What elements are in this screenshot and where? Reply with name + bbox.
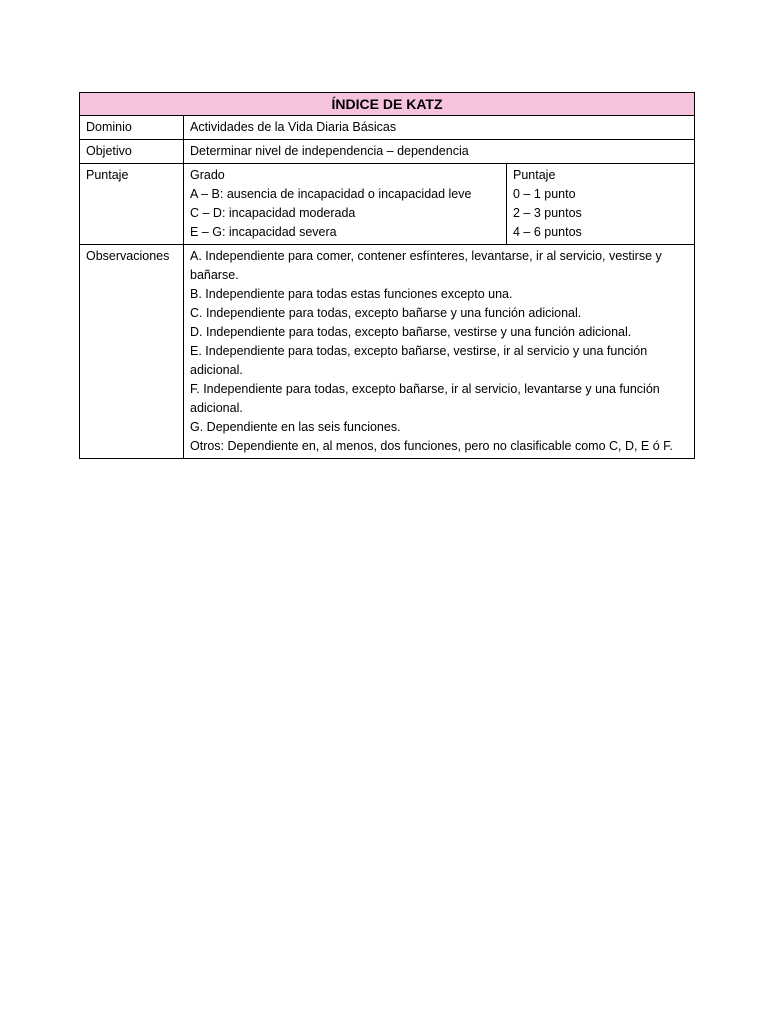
grado-header: Grado [190,168,225,182]
observaciones-row [80,245,695,459]
objetivo-row [80,140,695,164]
grado-line: E – G: incapacidad severa [190,225,337,239]
observacion-item: C. Independiente para todas, excepto bañarse y una función adicional. [190,306,582,320]
observacion-item: Otros: Dependiente en, al menos, dos funciones, pero no clasificable como C, D, E ó F. [190,439,673,453]
puntos-line: 2 – 3 puntos [513,206,582,220]
katz-index-table [79,92,695,459]
observacion-item: D. Independiente para todas, excepto bañarse, vestirse y una función adicional. [190,325,632,339]
observaciones-label: Observaciones [80,245,184,459]
observacion-item: E. Independiente para todas, excepto bañarse, vestirse, ir al servicio y una función adicional. [190,344,648,377]
objetivo-label: Objetivo [80,140,184,164]
grado-line: A – B: ausencia de incapacidad o incapacidad leve [190,187,472,201]
dominio-row [80,116,695,140]
puntaje-row [80,164,695,245]
title-row [80,93,695,116]
observacion-item: G. Dependiente en las seis funciones. [190,420,401,434]
grado-cell [184,164,507,245]
puntos-line: 0 – 1 punto [513,187,576,201]
observacion-item: A. Independiente para comer, contener esfínteres, levantarse, ir al servicio, vestirse y bañarse. [190,249,662,282]
grado-line: C – D: incapacidad moderada [190,206,356,220]
observacion-item: B. Independiente para todas estas funciones excepto una. [190,287,513,301]
observaciones-cell [184,245,695,459]
table-title: ÍNDICE DE KATZ [80,93,695,116]
puntos-line: 4 – 6 puntos [513,225,582,239]
puntaje-label: Puntaje [80,164,184,245]
dominio-value: Actividades de la Vida Diaria Básicas [184,116,695,140]
puntos-cell [507,164,695,245]
observacion-item: F. Independiente para todas, excepto bañarse, ir al servicio, levantarse y una función adicional. [190,382,660,415]
objetivo-value: Determinar nivel de independencia – dependencia [184,140,695,164]
puntaje-header: Puntaje [513,168,556,182]
dominio-label: Dominio [80,116,184,140]
